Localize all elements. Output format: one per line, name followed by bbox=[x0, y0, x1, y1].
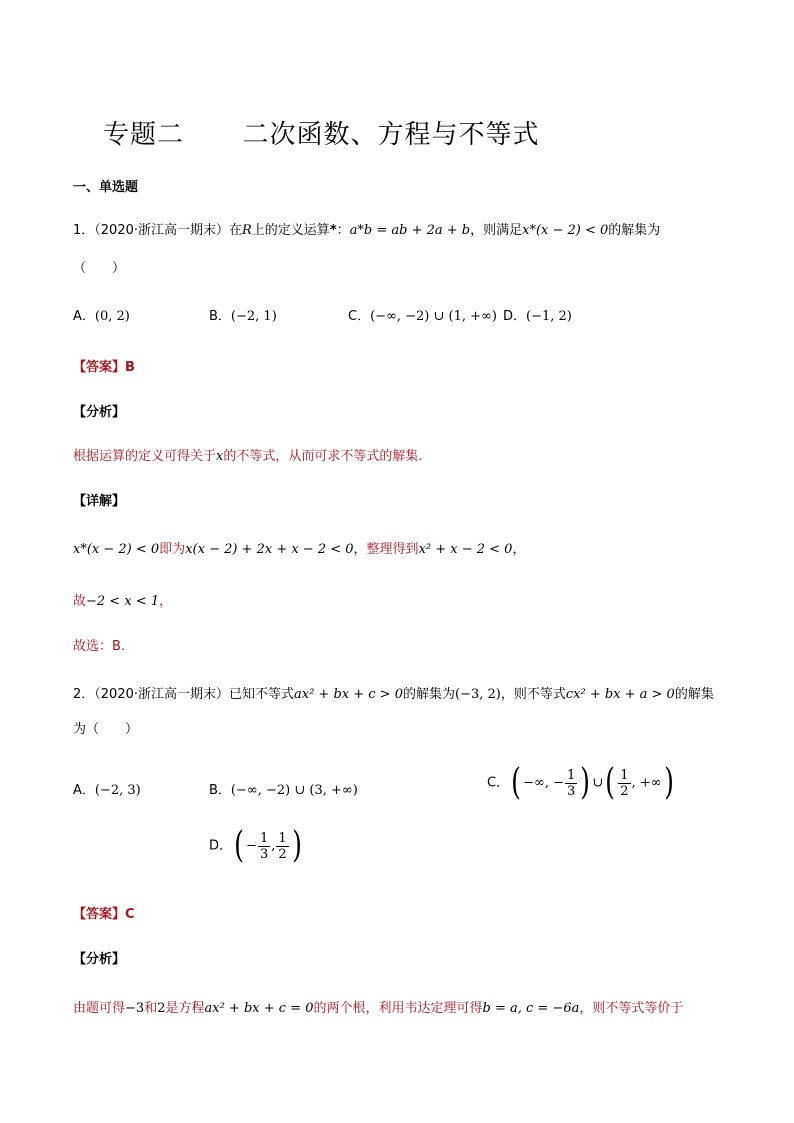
q1-analysis-text bbox=[73, 445, 423, 464]
q2-d-frac1 bbox=[258, 831, 270, 862]
q1-d2-expr: −2 < x < 1 bbox=[86, 594, 160, 609]
q2-tail: 的解集 bbox=[674, 687, 714, 702]
q1-option-b bbox=[209, 305, 277, 324]
q2-mid: 的解集为 bbox=[402, 687, 455, 702]
q1-option-c-value: (−∞, −2) ∪ (1, +∞) bbox=[370, 309, 497, 324]
q1-analysis-label: 【分析】 bbox=[73, 405, 126, 420]
q1-option-d bbox=[503, 305, 572, 324]
q2-an-g: 的两个根，利用韦达定理可得 bbox=[313, 1001, 483, 1016]
q2-analysis-label: 【分析】 bbox=[73, 952, 126, 967]
q2-c-post: , +∞ bbox=[631, 775, 662, 791]
q1-option-c-label: C． bbox=[348, 309, 371, 324]
q1-ineq: x*(x − 2) < 0 bbox=[522, 223, 609, 238]
q2-an-a: 由题可得 bbox=[73, 1001, 126, 1016]
q2-line2: 为（ ） bbox=[73, 722, 139, 737]
q2-an-h: b = a, c = −6a bbox=[482, 1001, 580, 1016]
q2-option-d bbox=[209, 825, 304, 866]
q2-c-lparen2: ( bbox=[605, 762, 616, 803]
q2-c-frac2 bbox=[618, 768, 630, 799]
q1-analysis-a: 根据运算的定义可得关于 bbox=[73, 449, 217, 464]
q1-d1-text1: 即为 bbox=[159, 542, 186, 557]
q2-d-lparen: ( bbox=[234, 825, 244, 866]
q2-head: 2．（2020·浙江高一期末）已知不等式 bbox=[73, 687, 294, 702]
q1-d2-text: 故 bbox=[73, 594, 87, 609]
q2-c-frac1-den: 3 bbox=[567, 783, 576, 799]
q2-an-f: ax² + bx + c = 0 bbox=[204, 1001, 314, 1016]
q2-d-frac2 bbox=[276, 831, 288, 862]
q2-d-frac2-num: 1 bbox=[278, 830, 287, 846]
q1-head: 1．（2020·浙江高一期末）在 bbox=[73, 223, 242, 238]
q1-answer: 【答案】B bbox=[73, 360, 135, 375]
q2-c-frac1 bbox=[565, 768, 577, 799]
q1-mid1: 上的定义运算 bbox=[251, 223, 330, 238]
q1-set-r: R bbox=[242, 223, 252, 238]
q1-option-b-value: (−2, 1) bbox=[230, 309, 277, 324]
q2-d-frac1-num: 1 bbox=[259, 830, 269, 846]
q1-option-d-label: D． bbox=[503, 309, 527, 324]
q2-option-a-value: (−2, 3) bbox=[94, 783, 141, 798]
q1-colon: ： bbox=[336, 223, 350, 238]
q1-stem bbox=[73, 219, 660, 238]
q2-c-lparen1: ( bbox=[511, 762, 522, 803]
q1-def: a*b = ab + 2a + b bbox=[349, 223, 471, 238]
q2-set: (−3, 2) bbox=[455, 687, 501, 702]
q1-detail-line2 bbox=[73, 590, 172, 609]
q2-d-frac2-den: 2 bbox=[278, 846, 287, 862]
q1-analysis-b: 的不等式，从而可求不等式的解集. bbox=[223, 449, 423, 464]
q2-an-e: 是方程 bbox=[165, 1001, 205, 1016]
q2-analysis-text bbox=[73, 997, 683, 1016]
q1-d1-comma1: ， bbox=[353, 542, 367, 557]
q2-c-frac2-den: 2 bbox=[620, 783, 629, 799]
q2-option-b bbox=[209, 779, 358, 798]
q2-mid2: ，则不等式 bbox=[500, 687, 566, 702]
q2-an-b: −3 bbox=[125, 1001, 145, 1016]
title-part1: 专题二 bbox=[103, 120, 185, 150]
page-title bbox=[103, 114, 540, 151]
q2-d-rparen: ) bbox=[291, 825, 302, 866]
q1-option-b-label: B． bbox=[209, 309, 231, 324]
q2-an-i: ，则不等式等价于 bbox=[579, 1001, 684, 1016]
q1-option-a bbox=[73, 305, 130, 324]
q1-option-a-value: (0, 2) bbox=[94, 309, 130, 324]
q1-option-c bbox=[348, 305, 497, 324]
q2-answer: 【答案】C bbox=[73, 907, 135, 922]
q1-paren: （ ） bbox=[73, 261, 126, 276]
q2-option-a bbox=[73, 779, 141, 798]
q2-stem bbox=[73, 683, 714, 702]
q1-analysis-x: x bbox=[216, 449, 224, 464]
q1-option-a-label: A． bbox=[73, 309, 95, 324]
q2-option-b-label: B． bbox=[209, 783, 231, 798]
q1-comma: ，则满足 bbox=[470, 223, 523, 238]
q1-d1-comma2: ， bbox=[512, 542, 526, 557]
q2-ineq2: cx² + bx + a > 0 bbox=[565, 687, 675, 702]
title-part2: 二次函数、方程与不等式 bbox=[242, 120, 540, 150]
q2-an-d: 2 bbox=[157, 1001, 166, 1016]
q1-d1-text2: 整理得到 bbox=[366, 542, 419, 557]
q2-an-c: 和 bbox=[144, 1001, 158, 1016]
q2-c-frac1-num: 1 bbox=[567, 767, 576, 783]
q1-tail: 的解集为 bbox=[608, 223, 661, 238]
q2-ineq1: ax² + bx + c > 0 bbox=[294, 687, 403, 702]
q2-c-frac2-num: 1 bbox=[620, 767, 629, 783]
q2-c-rparen1: ) bbox=[580, 762, 591, 803]
q2-c-pre: −∞, − bbox=[523, 775, 565, 791]
q1-d1-expr2: x(x − 2) + 2x + x − 2 < 0 bbox=[185, 542, 354, 557]
q1-detail-line3: 故选：B． bbox=[73, 639, 134, 654]
q2-d-frac1-den: 3 bbox=[259, 846, 269, 862]
q2-c-rparen2: ) bbox=[663, 762, 674, 803]
q2-c-union: ∪ bbox=[592, 775, 604, 791]
q2-option-a-label: A． bbox=[73, 783, 95, 798]
q2-option-b-value: (−∞, −2) ∪ (3, +∞) bbox=[230, 783, 358, 798]
q1-detail-line1 bbox=[73, 538, 525, 557]
q2-d-comma: , bbox=[271, 838, 276, 854]
q1-d2-comma: ， bbox=[159, 594, 173, 609]
q2-option-d-label: D． bbox=[209, 838, 233, 854]
q2-option-c bbox=[487, 762, 676, 803]
q2-option-c-label: C． bbox=[487, 775, 510, 791]
q1-star: * bbox=[329, 223, 337, 238]
q1-detail-label: 【详解】 bbox=[73, 494, 126, 509]
q2-d-minus: − bbox=[246, 838, 257, 854]
q1-option-d-value: (−1, 2) bbox=[526, 309, 572, 324]
q1-d1-expr1: x*(x − 2) < 0 bbox=[73, 542, 160, 557]
q1-d1-expr3: x² + x − 2 < 0 bbox=[418, 542, 513, 557]
section-heading: 一、单选题 bbox=[73, 180, 139, 195]
